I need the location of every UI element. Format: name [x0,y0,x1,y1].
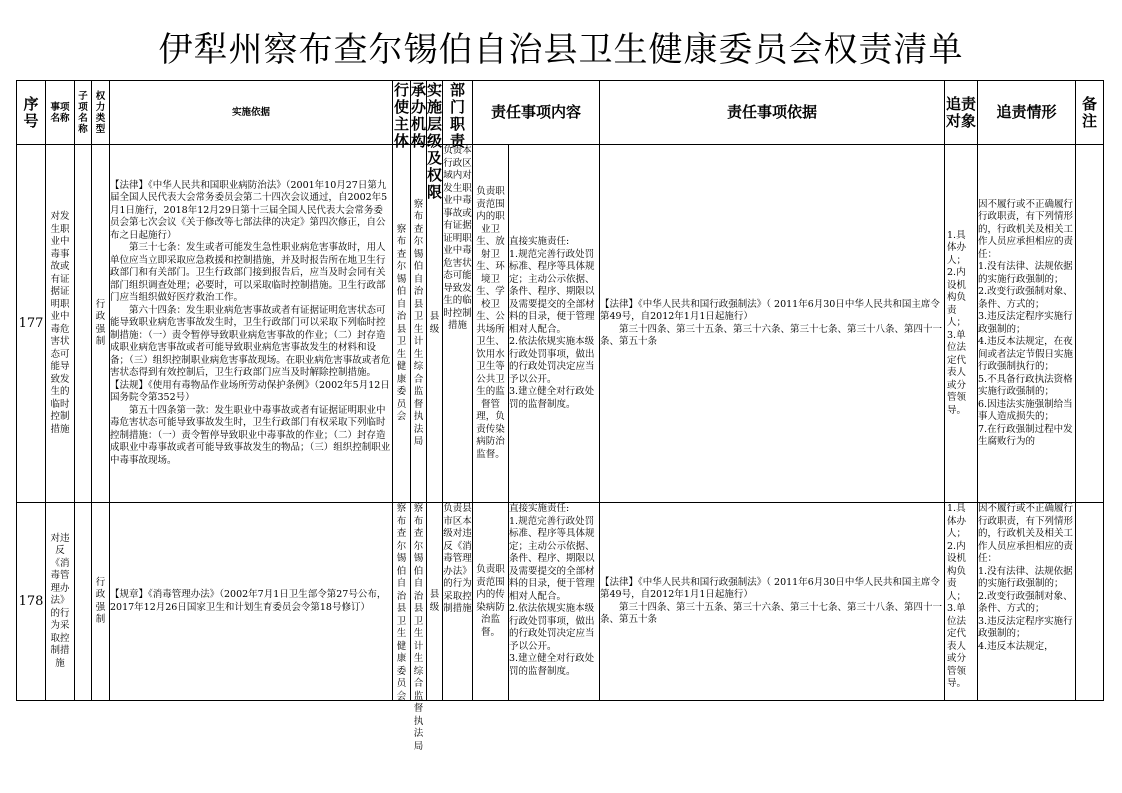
row-power-type: 行政强制 [92,503,110,701]
basis-paragraph: 【法规】《使用有毒物品作业场所劳动保护条例》（2002年5月12日国务院令第352号） [110,379,390,404]
resp-line: 1.规范完善行政处罚标准、程序等具体规定；主动公示依据、条件、程序、期限以及需要提交的全部材料的目录，便于管理相对人配合。 [509,248,595,335]
resp-basis-line: 第三十四条、第三十五条、第三十六条、第三十七条、第三十八条、第四十一条、第五十条 [600,323,943,347]
row-basis [110,145,393,503]
account-line: 3.违反法定程序实施行政强制的； [978,615,1073,639]
basis-paragraph: 【规章】《消毒管理办法》（2002年7月1日卫生部令第27号公布，2017年12月26日国家卫生和计划生育委员会令第18号修订） [110,589,387,613]
resp-line: 2.依法依规实施本级行政处罚事项，做出的行政处罚决定应当予以公开。 [509,336,595,385]
resp-basis-line: 第三十四条、第三十五条、第三十六条、第三十七条、第三十八条、第四十一条、第五十条 [600,601,943,625]
row-dept-duty: 负责职责范围内的职业卫生、放射卫生、环境卫生、学校卫生、公共场所卫生、饮用水卫生等公共卫生的监督管理，负责传染病防治监督。 [473,145,509,503]
header-power-type: 权力类型 [92,81,110,145]
row-resp-content [509,145,600,503]
account-line: 2.改变行政强制对象、条件、方式的； [978,286,1073,310]
row-item-name: 对违反《消毒管理办法》的行为采取控制措施 [46,503,75,701]
header-row [17,81,1104,145]
row-account-situation [978,145,1076,503]
basis-paragraph: 第三十七条：发生或者可能发生急性职业病危害事故时，用人单位应当立即采取应急救援和控制措施，并及时报告所在地卫生行政部门和有关部门。卫生行政部门接到报告后，应当及时会同有关部门组织调查处理；必要时，可以采取临时控制措施。卫生行政部门应当组织做好医疗救治工作。 [110,242,386,304]
account-line: 1.没有法律、法规依据的实施行政强制的； [978,565,1073,589]
row-seq: 177 [17,145,46,503]
row-level-desc: 负责本行政区域内对发生职业中毒事故或有证据证明职业中毒危害状态可能导致发生的临时控制措施 [443,145,473,503]
header-basis: 实施依据 [110,81,393,145]
header-sub-item-name: 子项名称 [75,81,92,145]
resp-basis-line: 【法律】《中华人民共和国行政强制法》（ 2011年6月30日中华人民共和国主席令第49号，自2012年1月1日起施行） [600,576,940,600]
header-item-name: 事项名称 [46,81,75,145]
account-line: 3.违反法定程序实施行政强制的； [978,311,1073,335]
header-dept-duty: 部门职责 [443,81,473,145]
row-resp-content [509,503,600,701]
row-remark [1076,503,1104,701]
row-basis [110,503,393,701]
row-account-obj: 1.具体办人；2.内设机构负责人；3.单位法定代表人或分管领导。 [945,145,978,503]
row-seq: 178 [17,503,46,701]
row-level: 县级 [427,145,443,503]
resp-basis-line: 【法律】《中华人民共和国行政强制法》（ 2011年6月30日中华人民共和国主席令第49号，自2012年1月1日起施行） [600,298,940,322]
row-level: 县级 [427,503,443,701]
header-subject: 行使主体 [393,80,409,150]
row-resp-basis [600,503,945,701]
row-power-type: 行政强制 [92,145,110,503]
resp-line: 2.依法依规实施本级行政处罚事项，做出的行政处罚决定应当予以公开。 [509,603,595,652]
header-account-situation: 追责情形 [978,81,1076,145]
account-line: 2.改变行政强制对象、条件、方式的； [978,590,1073,614]
table-row [17,145,1104,503]
header-resp-content: 责任事项内容 [473,81,600,145]
header-seq: 序号 [17,81,46,145]
row-level-desc: 负责县市区本级对违反《消毒管理办法》的行为采取控制措施 [443,503,473,701]
row-sub-item-name [75,503,92,701]
account-line: 7.在行政强制过程中发生腐败行为的 [978,423,1073,447]
row-agency: 察布查尔锡伯自治县卫生计生综合监督执法局 [411,145,427,503]
account-line: 4.违反本法规定， [978,640,1054,652]
header-level: 实施层级及权限 [427,80,443,201]
row-agency: 察布查尔锡伯自治县卫生计生综合监督执法局 [411,503,427,701]
resp-line: 3.建立健全对行政处罚的监督制度。 [509,386,595,410]
account-line: 1.没有法律、法规依据的实施行政强制的； [978,261,1073,285]
row-item-name: 对发生职业中毒事故或有证据证明职业中毒危害状态可能导致发生的临时控制措施 [46,145,75,503]
table-row [17,503,1104,701]
row-subject: 察布查尔锡伯自治县卫生健康委员会 [393,145,411,503]
account-line: 5.不具备行政执法资格实施行政强制的； [978,373,1073,397]
account-line: 因不履行或不正确履行行政职责，有下列情形的，行政机关及相关工作人员应承担相应的责任： [978,503,1074,564]
row-sub-item-name [75,145,92,503]
row-subject: 察布查尔锡伯自治县卫生健康委员会 [393,503,411,701]
row-remark [1076,145,1104,503]
row-account-situation [978,503,1076,701]
responsibility-table [16,80,1104,752]
page-title: 伊犁州察布查尔锡伯自治县卫生健康委员会权责清单 [158,30,964,70]
resp-line: 1.规范完善行政处罚标准、程序等具体规定；主动公示依据、条件、程序、期限以及需要提交的全部材料的目录，便于管理相对人配合。 [509,515,595,602]
resp-line: 直接实施责任: [509,236,570,247]
row-resp-basis [600,145,945,503]
basis-paragraph: 第五十四条第一款：发生职业中毒事故或者有证据证明职业中毒危害状态可能导致事故发生时，卫生行政部门有权采取下列临时控制措施：（一）责令暂停导致职业中毒事故的作业；（二）封存造成职业中毒事故或者可能导致事故发生的物品；（三）组织控制职业中毒事故现场。 [110,404,391,466]
resp-line: 3.建立健全对行政处罚的监督制度。 [509,653,595,677]
account-line: 6.因违法实施强制给当事人造成损失的； [978,398,1073,422]
basis-paragraph: 第六十四条：发生职业病危害事故或者有证据证明危害状态可能导致职业病危害事故发生时，卫生行政部门可以采取下列临时控制措施：（一）责令暂停导致职业病危害事故的作业；（二）封存造成职业病危害事故或者可能导致职业病危害事故发生的材料和设备；（三）组织控制职业病危害事故现场。在职业病危害事故或者危害状态得到有效控制后，卫生行政部门应当及时解除控制措施。 [110,304,391,379]
resp-line: 直接实施责任: [509,503,570,514]
header-account-obj: 追责对象 [945,81,978,145]
row-dept-duty: 负责职责范围内的传染病防治监督。 [473,503,509,701]
row-account-obj: 1.具体办人；2.内设机构负责人；3.单位法定代表人或分管领导。 [945,503,978,701]
account-line: 因不履行或不正确履行行政职责，有下列情形的，行政机关及相关工作人员应承担相应的责任： [978,198,1074,260]
basis-paragraph: 【法律】《中华人民共和国职业病防治法》（2001年10月27日第九届全国人民代表大会常务委员会第二十四次会议通过，自2002年5月1日施行，2018年12月29日第十三届全国人民代表大会常务委员会第七次会议《关于修改等七部法律的决定》第四次修正，自公布之日起施行） [110,179,388,241]
header-resp-basis: 责任事项依据 [600,81,945,145]
account-line: 4.违反本法规定，在夜间或者法定节假日实施行政强制执行的； [978,336,1074,372]
header-remark: 备注 [1076,81,1104,145]
header-agency: 承办机构 [411,80,427,150]
